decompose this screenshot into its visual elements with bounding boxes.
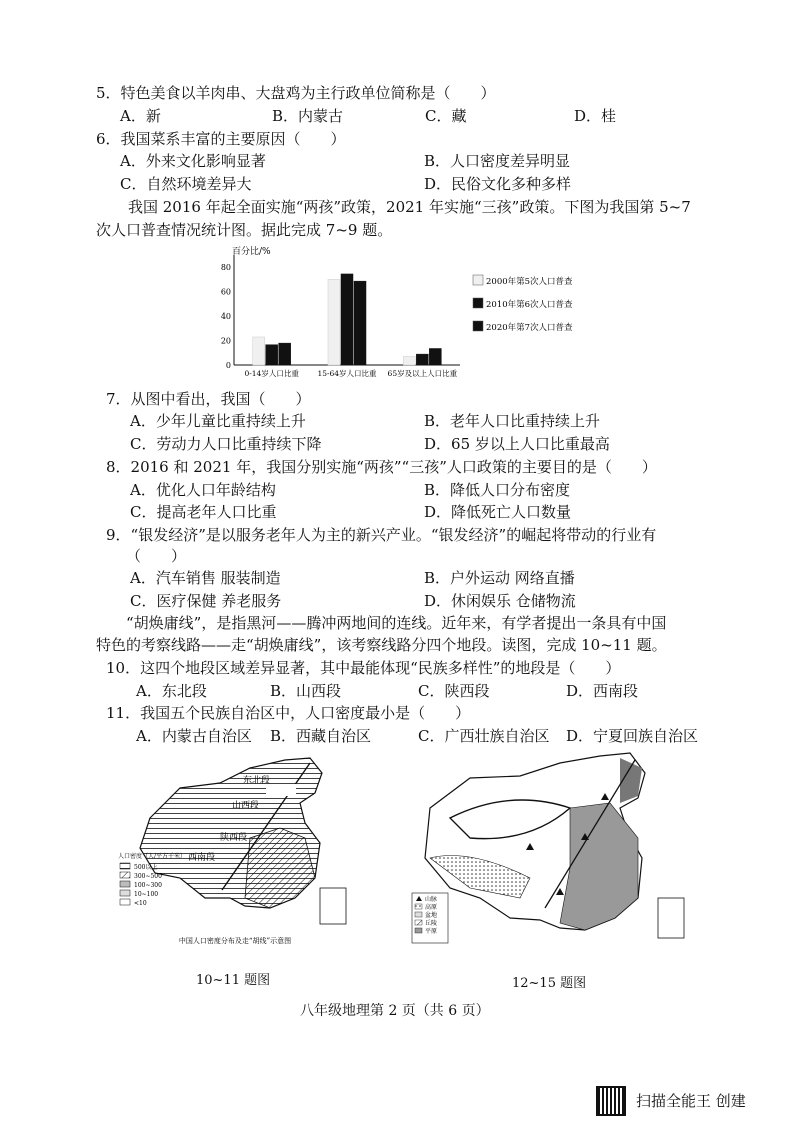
y-axis-label: 百分比/%: [232, 247, 271, 257]
intro2-line2: 特色的考察线路——走“胡焕庸线”，该考察线路分四个地段。读图，完成 10~11 题。: [96, 636, 667, 654]
y-tick-label: 0: [225, 361, 231, 370]
bar: [266, 345, 278, 365]
terrain-map: [410, 748, 700, 958]
south-sea-inset: [320, 888, 346, 924]
legend-hills: 丘陵: [425, 920, 438, 927]
qr-code-icon: [596, 1086, 626, 1116]
bar: [403, 356, 415, 365]
q9-stem: 9．“银发经济”是以服务老年人为主的新兴产业。“银发经济”的崛起将带动的行业有: [106, 526, 657, 544]
intro2-line1: “胡焕庸线”，是指黑河——腾冲两地间的连线。近年来，有学者提出一条具有中国: [126, 614, 667, 632]
x-tick-label: 15-64岁人口比重: [317, 369, 377, 378]
page-footer: 八年级地理第 2 页（共 6 页）: [300, 1003, 490, 1019]
legend-swatch-hills: [415, 920, 422, 925]
legend-300: 300~500: [134, 873, 162, 880]
y-tick-label: 40: [220, 312, 231, 322]
q10-option-d: D．西南段: [566, 682, 639, 700]
legend-100: 100~300: [134, 882, 162, 889]
legend-swatch-plain: [415, 928, 422, 933]
q5-option-a: A．新: [120, 107, 161, 125]
population-census-bar-chart: [220, 245, 620, 385]
intro1-line2: 次人口普查情况统计图。据此完成 7~9 题。: [96, 221, 393, 239]
q5-option-d: D．桂: [574, 107, 617, 125]
q8-option-b: B．降低人口分布密度: [424, 481, 571, 499]
q6-option-b: B．人口密度差异明显: [424, 152, 571, 170]
q7-option-a: A．少年儿童比重持续上升: [130, 412, 306, 430]
map1-label-shaanxi: 陕西段: [220, 833, 248, 843]
q10-stem: 10．这四个地段区域差异显著，其中最能体现“民族多样性”的地段是（ ）: [106, 659, 621, 677]
y-tick-label: 60: [220, 287, 231, 297]
legend-swatch-100: [120, 881, 130, 887]
legend-10: 10~100: [134, 891, 159, 898]
q7-option-b: B．老年人口比重持续上升: [424, 412, 601, 430]
eastern-plain-region: [560, 803, 638, 930]
east-density-region: [245, 828, 315, 908]
q9-option-c: C．医疗保健 养老服务: [130, 592, 282, 610]
label-bg: [266, 784, 296, 796]
q11-option-c: C．广西壮族自治区: [418, 727, 550, 745]
q7-stem: 7．从图中看出，我国（ ）: [106, 390, 311, 408]
legend-entry: 2010年第6次人口普查: [486, 300, 573, 310]
legend-plateau: 高原: [425, 904, 438, 911]
scanner-watermark: 扫描全能王 创建: [636, 1092, 746, 1110]
bar: [354, 281, 366, 365]
q5-option-c: C．藏: [425, 107, 467, 125]
q6-option-d: D．民俗文化多种多样: [424, 175, 572, 193]
q10-option-a: A．东北段: [136, 682, 207, 700]
q6-stem: 6．我国菜系丰富的主要原因（ ）: [96, 130, 346, 148]
q6-option-c: C．自然环境差异大: [120, 175, 252, 193]
q11-option-d: D．宁夏回族自治区: [566, 727, 699, 745]
bar: [341, 274, 353, 365]
map1-legend-title: 人口密度（人/平方千米）: [118, 853, 187, 860]
x-tick-label: 65岁及以上人口比重: [387, 369, 458, 378]
legend-swatch: [473, 275, 483, 285]
legend-swatch-basin: [415, 912, 422, 917]
q9-option-d: D．休闲娱乐 仓储物流: [424, 592, 576, 610]
bar: [429, 349, 441, 366]
map1-label-shanxi: 山西段: [232, 801, 260, 811]
legend-swatch: [473, 321, 483, 331]
map2-caption: 12~15 题图: [512, 976, 587, 991]
q11-option-b: B．西藏自治区: [270, 727, 372, 745]
q9-option-a: A．汽车销售 服装制造: [130, 569, 281, 587]
map1-legend: [120, 863, 162, 907]
bar: [279, 343, 291, 365]
legend-500: 500以上: [134, 864, 158, 871]
q8-stem: 8．2016 和 2021 年，我国分别实施“两孩”“三孩”人口政策的主要目的是（ ）: [106, 458, 657, 476]
south-sea-inset-2: [658, 898, 684, 938]
y-tick-label: 20: [220, 336, 231, 346]
legend-swatch-10: [120, 890, 130, 896]
legend-entry: 2020年第7次人口普查: [486, 323, 573, 333]
q9-stem-bracket: （ ）: [126, 547, 187, 565]
legend-plain: 平原: [425, 928, 438, 935]
q11-option-a: A．内蒙古自治区: [136, 727, 252, 745]
map1-title: 中国人口密度分布及走“胡线”示意图: [178, 937, 292, 945]
legend-mountain: 山脉: [425, 896, 438, 903]
q5-stem: 5．特色美食以羊肉串、大盘鸡为主行政单位简称是（ ）: [96, 84, 496, 102]
legend-entry: 2000年第5次人口普查: [486, 277, 573, 287]
y-tick-label: 80: [220, 263, 231, 273]
legend-swatch-300: [120, 872, 130, 878]
q10-option-c: C．陕西段: [418, 682, 490, 700]
map1-label-southwest: 西南段: [188, 853, 216, 863]
q7-option-c: C．劳动力人口比重持续下降: [130, 435, 322, 453]
legend-swatch: [473, 298, 483, 308]
bar: [253, 337, 265, 365]
q5-option-b: B．内蒙古: [272, 107, 344, 125]
q8-option-a: A．优化人口年龄结构: [130, 481, 276, 499]
q6-option-a: A．外来文化影响显著: [120, 152, 266, 170]
population-density-map: [110, 748, 360, 948]
q8-option-d: D．降低死亡人口数量: [424, 503, 572, 521]
map1-caption: 10~11 题图: [196, 973, 271, 988]
q11-stem: 11．我国五个民族自治区中，人口密度最小是（ ）: [106, 704, 471, 722]
q7-option-d: D．65 岁以上人口比重最高: [424, 435, 610, 453]
legend-swatch-500: [120, 863, 130, 869]
legend-swatch-lt10: [120, 899, 130, 905]
bar: [328, 279, 340, 365]
intro1-line1: 我国 2016 年起全面实施“两孩”政策，2021 年实施“三孩”政策。下图为我国第 5~7: [128, 198, 691, 216]
legend-lt10: <10: [134, 900, 147, 907]
map2-legend: [412, 893, 448, 943]
legend-basin: 盆地: [425, 912, 438, 919]
q9-option-b: B．户外运动 网络直播: [424, 569, 575, 587]
map1-label-northeast: 东北段: [243, 776, 271, 786]
bar: [416, 354, 428, 365]
q10-option-b: B．山西段: [270, 682, 342, 700]
legend-swatch-plateau: [415, 904, 422, 909]
x-tick-label: 0-14岁人口比重: [244, 369, 299, 378]
q8-option-c: C．提高老年人口比重: [130, 503, 277, 521]
